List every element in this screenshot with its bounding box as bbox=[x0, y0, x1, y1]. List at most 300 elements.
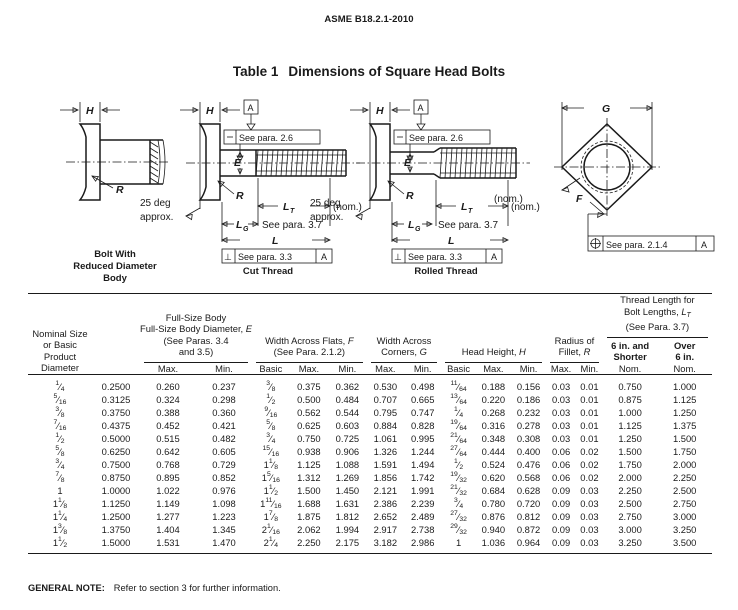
cell-e_min: 1.345 bbox=[212, 523, 236, 535]
cell-f_min: 0.362 bbox=[335, 380, 360, 392]
cell-r_max: 0.06 bbox=[551, 471, 571, 483]
cell-f_min: 0.544 bbox=[335, 406, 360, 418]
cell-r_min: 0.03 bbox=[580, 484, 599, 496]
cell-f_max: 1.688 bbox=[297, 497, 321, 509]
col-nominal-line4: Diameter bbox=[40, 362, 80, 373]
cell-g_max: 0.884 bbox=[373, 419, 398, 431]
cell-e_min: 1.223 bbox=[212, 510, 236, 522]
cell-nominal_frac: $^5$⁄16 bbox=[53, 392, 67, 406]
cell-h_basic: $^1$⁄2 bbox=[454, 457, 464, 471]
label-approx-figure1: approx. bbox=[140, 212, 174, 223]
cell-r_max: 0.09 bbox=[551, 497, 571, 509]
r-callout-figure2 bbox=[218, 181, 244, 202]
cell-h_min: 0.278 bbox=[516, 419, 541, 431]
label-LG-figure3: L bbox=[408, 219, 415, 231]
cell-g_min: 0.747 bbox=[410, 406, 435, 418]
cell-f_min: 2.175 bbox=[335, 536, 360, 548]
label-note-26-figure2: See para. 2.6 bbox=[239, 133, 294, 143]
cell-g_max: 2.652 bbox=[373, 510, 398, 522]
cell-e_max: 0.452 bbox=[156, 419, 180, 431]
cell-nominal_frac: $^5$⁄8 bbox=[55, 444, 65, 458]
cell-r_max: 0.03 bbox=[551, 419, 571, 431]
cell-h_max: 1.036 bbox=[481, 536, 506, 548]
figure-caption-2-line1: Cut Thread bbox=[242, 266, 294, 277]
cell-h_basic: 1 bbox=[455, 536, 462, 548]
cell-f_min: 1.450 bbox=[335, 484, 360, 496]
col-lt-short-label: 6 in. and Shorter bbox=[611, 339, 650, 362]
cell-f_min: 1.631 bbox=[335, 497, 360, 509]
cell-h_max: 0.188 bbox=[481, 380, 506, 392]
cell-e_min: 0.482 bbox=[212, 432, 236, 444]
cell-g_min: 1.991 bbox=[410, 484, 435, 496]
label-G: G bbox=[602, 103, 611, 115]
dimensions-table-wrap bbox=[28, 293, 712, 554]
cell-r_max: 0.03 bbox=[551, 432, 571, 444]
label-H-figure3: H bbox=[376, 105, 384, 117]
cell-h_min: 0.628 bbox=[516, 484, 541, 496]
cell-g_max: 0.707 bbox=[373, 393, 398, 405]
cell-f_max: 0.500 bbox=[297, 393, 321, 405]
cell-lt_short: 0.750 bbox=[618, 380, 642, 392]
cell-lt_short: 1.000 bbox=[618, 406, 642, 418]
label-LT-figure3: L bbox=[461, 201, 468, 213]
cell-h_basic: $^{27}$⁄32 bbox=[450, 509, 467, 523]
table-row bbox=[28, 523, 712, 536]
subcol-r-min: Min. bbox=[580, 362, 599, 374]
general-note-text: Refer to section 3 for further information. bbox=[113, 583, 281, 593]
cell-f_basic: $1^1⁄8$ bbox=[263, 457, 279, 471]
cell-e_min: 0.421 bbox=[212, 419, 236, 431]
cell-e_max: 0.515 bbox=[156, 432, 180, 444]
label-E-figure3: E bbox=[404, 157, 412, 169]
cell-h_max: 0.780 bbox=[481, 497, 506, 509]
col-group-width-across-flats bbox=[252, 294, 367, 363]
cell-g_min: 2.986 bbox=[410, 536, 435, 548]
cell-f_min: 0.603 bbox=[335, 419, 360, 431]
cell-f_min: 1.812 bbox=[335, 510, 360, 522]
cell-g_min: 1.244 bbox=[410, 445, 435, 457]
cell-f_min: 0.906 bbox=[335, 445, 360, 457]
table-header-group-row bbox=[28, 294, 712, 363]
cell-g_max: 0.795 bbox=[373, 406, 398, 418]
cell-h_basic: $^{27}$⁄64 bbox=[450, 444, 467, 458]
table-body bbox=[28, 374, 712, 553]
cell-e_min: 0.298 bbox=[212, 393, 236, 405]
cell-nominal_frac: $^7$⁄16 bbox=[53, 418, 67, 432]
cell-g_max: 2.917 bbox=[373, 523, 398, 535]
table-row bbox=[28, 458, 712, 471]
cell-f_max: 1.875 bbox=[297, 510, 321, 522]
label-LT-sub-figure2: T bbox=[290, 208, 295, 215]
l-dimension-figure3 bbox=[392, 235, 508, 247]
cell-h_basic: $^{11}$⁄64 bbox=[450, 379, 467, 393]
cell-nominal_frac: $^3$⁄8 bbox=[55, 405, 65, 419]
cell-e_max: 1.404 bbox=[156, 523, 180, 535]
label-R-figure1: R bbox=[116, 184, 124, 196]
cell-g_max: 1.061 bbox=[373, 432, 398, 444]
cell-r_min: 0.03 bbox=[580, 536, 599, 548]
label-datum-A-figure2: A bbox=[247, 103, 254, 113]
r-callout-figure3 bbox=[388, 181, 414, 202]
table-row bbox=[28, 484, 712, 497]
cell-f_basic: $^5$⁄8 bbox=[266, 418, 276, 432]
label-approx-figure2: approx. bbox=[310, 212, 344, 223]
cell-lt_over: 1.375 bbox=[672, 419, 697, 431]
cell-r_min: 0.01 bbox=[580, 380, 599, 392]
cell-f_min: 0.725 bbox=[335, 432, 360, 444]
cell-lt_over: 2.750 bbox=[672, 497, 697, 509]
cell-f_min: 1.088 bbox=[335, 458, 360, 470]
cell-f_min: 0.484 bbox=[335, 393, 360, 405]
cell-basic_dia: 0.3750 bbox=[101, 406, 131, 418]
cell-h_max: 0.348 bbox=[481, 432, 506, 444]
cell-h_max: 0.316 bbox=[481, 419, 506, 431]
subcol-lt-over-nom: Nom. bbox=[673, 362, 696, 374]
cell-r_max: 0.09 bbox=[551, 523, 571, 535]
cell-f_basic: $^3$⁄4 bbox=[266, 431, 276, 445]
table-head bbox=[28, 294, 712, 375]
note-33-frame-figure2 bbox=[222, 249, 332, 263]
cell-h_min: 0.964 bbox=[516, 536, 541, 548]
cell-h_min: 0.156 bbox=[516, 380, 541, 392]
cell-h_basic: $^1$⁄4 bbox=[454, 405, 464, 419]
col-r-line2: Fillet, R bbox=[558, 346, 591, 357]
cell-basic_dia: 0.8750 bbox=[101, 471, 131, 483]
cell-g_min: 0.995 bbox=[410, 432, 435, 444]
cell-g_max: 2.121 bbox=[373, 484, 398, 496]
cell-h_basic: $^{21}$⁄64 bbox=[450, 431, 467, 445]
table-row bbox=[28, 510, 712, 523]
cell-r_max: 0.03 bbox=[551, 406, 571, 418]
cell-basic_dia: 1.2500 bbox=[101, 510, 131, 522]
label-25deg-figure1: 25 deg bbox=[140, 198, 171, 209]
cell-h_min: 0.568 bbox=[516, 471, 541, 483]
col-g-line2: Corners, G bbox=[381, 346, 427, 357]
subcol-lt-short-nom: Nom. bbox=[618, 362, 642, 374]
cell-r_max: 0.06 bbox=[551, 445, 571, 457]
cell-r_min: 0.03 bbox=[580, 523, 599, 535]
col-lt-line3: (See Para. 3.7) bbox=[625, 321, 690, 332]
cell-h_max: 0.268 bbox=[481, 406, 506, 418]
subcol-h-min: Min. bbox=[519, 362, 538, 374]
col-f-line1: Width Across Flats, F bbox=[265, 334, 354, 346]
cell-lt_over: 1.125 bbox=[672, 393, 697, 405]
cell-e_min: 1.470 bbox=[212, 536, 236, 548]
label-F: F bbox=[576, 193, 583, 205]
cell-g_min: 0.498 bbox=[410, 380, 435, 392]
cell-lt_over: 3.500 bbox=[672, 536, 697, 548]
cell-r_min: 0.01 bbox=[580, 419, 599, 431]
label-nominal-figure4: (nom.) bbox=[494, 194, 523, 205]
col-e-line4: and 3.5) bbox=[178, 346, 214, 357]
cell-h_min: 0.232 bbox=[516, 406, 541, 418]
figure-caption-3 bbox=[376, 266, 516, 278]
subcol-h-max: Max. bbox=[483, 362, 504, 374]
table-row bbox=[28, 471, 712, 484]
cell-e_min: 0.237 bbox=[212, 380, 236, 392]
cell-e_min: 0.852 bbox=[212, 471, 236, 483]
cell-h_max: 0.444 bbox=[481, 445, 506, 457]
cell-h_max: 0.684 bbox=[481, 484, 506, 496]
label-datum-A2-figure2: A bbox=[321, 252, 328, 262]
cell-h_max: 0.876 bbox=[481, 510, 506, 522]
col-g-line1: Width Across bbox=[376, 334, 432, 346]
figure-caption-1-line3: Body bbox=[103, 273, 127, 284]
cell-h_basic: $^{13}$⁄64 bbox=[450, 392, 467, 406]
cell-lt_over: 2.500 bbox=[672, 484, 697, 496]
subcol-e-min: Min. bbox=[215, 362, 233, 374]
cell-lt_over: 3.000 bbox=[672, 510, 697, 522]
table-caption bbox=[0, 64, 738, 79]
label-E-figure2: E bbox=[234, 157, 242, 169]
label-perp-symbol-figure2: ⊥ bbox=[224, 252, 232, 262]
cell-h_min: 0.186 bbox=[516, 393, 541, 405]
cell-f_min: 1.269 bbox=[335, 471, 360, 483]
cell-lt_short: 2.250 bbox=[618, 484, 642, 496]
table-subheader-row bbox=[28, 363, 712, 375]
cell-nominal_frac: $1^1⁄4$ bbox=[52, 509, 68, 523]
cell-g_min: 2.738 bbox=[410, 523, 435, 535]
cell-f_max: 0.750 bbox=[297, 432, 321, 444]
cell-nominal_frac: $^3$⁄4 bbox=[55, 457, 65, 471]
label-25deg-figure2: 25 deg bbox=[310, 198, 341, 209]
cell-e_min: 1.098 bbox=[212, 497, 236, 509]
cell-r_min: 0.02 bbox=[580, 471, 599, 483]
cell-lt_over: 2.000 bbox=[672, 458, 697, 470]
label-note-214: See para. 2.1.4 bbox=[606, 240, 668, 250]
cell-basic_dia: 1.1250 bbox=[101, 497, 131, 509]
cell-h_min: 0.476 bbox=[516, 458, 541, 470]
cell-basic_dia: 0.3125 bbox=[101, 393, 131, 405]
figure-rolled-thread bbox=[348, 94, 540, 277]
cell-g_max: 0.530 bbox=[373, 380, 398, 392]
table-caption-title: Dimensions of Square Head Bolts bbox=[288, 64, 506, 79]
col-group-full-size-body-diameter bbox=[140, 294, 252, 363]
cell-nominal_frac: $1^1⁄2$ bbox=[52, 535, 68, 549]
figure-group bbox=[0, 94, 738, 284]
general-note-lead: GENERAL NOTE: bbox=[28, 583, 105, 593]
cell-e_min: 0.605 bbox=[212, 445, 236, 457]
cell-lt_over: 1.000 bbox=[672, 380, 697, 392]
cell-g_max: 1.591 bbox=[373, 458, 398, 470]
cell-g_min: 2.239 bbox=[410, 497, 435, 509]
cell-f_max: 1.312 bbox=[297, 471, 321, 483]
cell-lt_short: 1.750 bbox=[618, 458, 642, 470]
cell-r_max: 0.09 bbox=[551, 536, 571, 548]
cell-f_basic: $1^{11}⁄16$ bbox=[260, 496, 282, 510]
col-group-nominal-size bbox=[28, 294, 92, 375]
col-group-thread-length bbox=[603, 294, 712, 363]
cell-basic_dia: 1.3750 bbox=[101, 523, 131, 535]
cell-e_max: 0.642 bbox=[156, 445, 180, 457]
cell-h_max: 0.524 bbox=[481, 458, 506, 470]
cell-f_max: 2.250 bbox=[297, 536, 321, 548]
subcol-r-max: Max. bbox=[550, 362, 572, 374]
figure-square-head-end-view bbox=[494, 94, 730, 264]
cell-lt_short: 1.125 bbox=[618, 419, 642, 431]
cell-r_min: 0.01 bbox=[580, 406, 599, 418]
cell-e_min: 0.729 bbox=[212, 458, 236, 470]
table-row bbox=[28, 406, 712, 419]
cell-nominal_frac: $^1$⁄2 bbox=[55, 431, 65, 445]
cell-basic_dia: 0.6250 bbox=[101, 445, 131, 457]
cell-r_min: 0.01 bbox=[580, 393, 599, 405]
note-214-frame bbox=[588, 236, 714, 251]
note-33-frame-figure3 bbox=[392, 249, 502, 263]
cell-basic_dia: 1.5000 bbox=[101, 536, 131, 548]
cell-lt_short: 1.250 bbox=[618, 432, 642, 444]
table-row bbox=[28, 445, 712, 458]
cell-r_min: 0.03 bbox=[580, 497, 599, 509]
cell-f_basic: $^{15}$⁄16 bbox=[262, 444, 280, 458]
label-nominal-figure3: (nom.) bbox=[511, 202, 540, 213]
subcol-f-basic: Basic bbox=[259, 362, 283, 374]
cell-h_basic: $^3$⁄4 bbox=[454, 496, 464, 510]
col-lt-line1: Thread Length for bbox=[620, 294, 695, 305]
cell-lt_short: 2.750 bbox=[618, 510, 642, 522]
col-nominal-line3: Product bbox=[43, 350, 77, 362]
cell-g_max: 1.326 bbox=[373, 445, 398, 457]
label-LT-figure2: L bbox=[283, 201, 290, 213]
table-caption-number: Table 1 bbox=[232, 64, 279, 79]
col-h-line1: Head Height, H bbox=[461, 346, 526, 357]
label-H-figure2: H bbox=[206, 105, 214, 117]
cell-f_max: 2.062 bbox=[297, 523, 321, 535]
cell-f_basic: $^1$⁄2 bbox=[266, 392, 276, 406]
cell-h_basic: $^{29}$⁄32 bbox=[450, 522, 467, 536]
cell-e_max: 0.324 bbox=[156, 393, 180, 405]
general-note bbox=[28, 583, 281, 593]
label-note-26-figure3: See para. 2.6 bbox=[409, 133, 464, 143]
cell-r_max: 0.09 bbox=[551, 484, 571, 496]
cell-nominal_frac: $1^3⁄8$ bbox=[52, 522, 68, 536]
cell-basic_dia: 0.2500 bbox=[101, 380, 131, 392]
cell-e_min: 0.976 bbox=[212, 484, 236, 496]
cell-r_max: 0.06 bbox=[551, 458, 571, 470]
label-note-33-figure2: See para. 3.3 bbox=[238, 252, 293, 262]
cell-f_min: 1.994 bbox=[335, 523, 360, 535]
table-row bbox=[28, 432, 712, 445]
label-note-37-figure2: See para. 3.7 bbox=[262, 220, 323, 231]
label-R-figure3: R bbox=[406, 190, 414, 202]
cell-basic_dia: 0.7500 bbox=[101, 458, 131, 470]
cell-basic_dia: 0.5000 bbox=[101, 432, 131, 444]
cell-e_max: 1.149 bbox=[156, 497, 180, 509]
cell-g_max: 3.182 bbox=[373, 536, 398, 548]
cell-f_basic: $^3$⁄8 bbox=[266, 379, 276, 393]
cell-e_max: 1.531 bbox=[156, 536, 180, 548]
cell-r_min: 0.01 bbox=[580, 432, 599, 444]
label-L-figure3: L bbox=[448, 235, 455, 247]
col-group-spacer-basic-dia bbox=[92, 294, 140, 363]
cell-h_max: 0.940 bbox=[481, 523, 506, 535]
cell-e_max: 0.388 bbox=[156, 406, 180, 418]
cell-e_max: 0.895 bbox=[156, 471, 180, 483]
cell-h_min: 0.872 bbox=[516, 523, 541, 535]
cell-lt_short: 3.250 bbox=[618, 536, 642, 548]
datum-a-figure3 bbox=[414, 100, 428, 130]
cell-f_max: 0.375 bbox=[297, 380, 321, 392]
cell-f_basic: $^9$⁄16 bbox=[264, 405, 278, 419]
cell-lt_over: 3.250 bbox=[672, 523, 697, 535]
cell-f_max: 1.500 bbox=[297, 484, 321, 496]
table-row bbox=[28, 497, 712, 510]
label-datum-A-figure3: A bbox=[417, 103, 424, 113]
label-LG-sub-figure2: G bbox=[243, 226, 249, 233]
figure-caption-3-line1: Rolled Thread bbox=[414, 266, 478, 277]
subcol-h-basic: Basic bbox=[447, 362, 471, 374]
label-R-figure2: R bbox=[236, 190, 244, 202]
label-LG-figure2: L bbox=[236, 219, 243, 231]
cell-r_min: 0.02 bbox=[580, 458, 599, 470]
cell-g_max: 2.386 bbox=[373, 497, 398, 509]
col-r-line1: Radius of bbox=[554, 334, 595, 346]
table-row bbox=[28, 419, 712, 432]
cell-h_min: 0.400 bbox=[516, 445, 541, 457]
cell-h_basic: $^{21}$⁄32 bbox=[450, 483, 467, 497]
lg-dimension-figure2 bbox=[222, 202, 258, 242]
cell-h_min: 0.812 bbox=[516, 510, 541, 522]
subcol-f-max: Max. bbox=[298, 362, 320, 374]
cell-e_max: 0.260 bbox=[156, 380, 180, 392]
cell-f_basic: $2^1⁄4$ bbox=[263, 535, 279, 549]
cell-r_min: 0.03 bbox=[580, 510, 599, 522]
table-row bbox=[28, 374, 712, 393]
cell-lt_over: 1.500 bbox=[672, 432, 697, 444]
table-row bbox=[28, 393, 712, 406]
cell-h_min: 0.720 bbox=[516, 497, 541, 509]
cell-g_min: 0.828 bbox=[410, 419, 435, 431]
h-dimension-figure1 bbox=[60, 102, 120, 122]
cell-e_max: 1.277 bbox=[156, 510, 180, 522]
datum-a-figure2 bbox=[244, 100, 258, 130]
cell-g_min: 1.742 bbox=[410, 471, 435, 483]
cell-basic_dia: 0.4375 bbox=[101, 419, 131, 431]
cell-g_max: 1.856 bbox=[373, 471, 398, 483]
figure-caption-1-line1: Bolt With bbox=[94, 249, 136, 260]
label-LG-sub-figure3: G bbox=[415, 226, 421, 233]
figure-caption-1 bbox=[45, 249, 185, 285]
figure-caption-1-line2: Reduced Diameter bbox=[73, 261, 157, 272]
col-e-line1: Full-Size Body bbox=[165, 311, 227, 323]
col-lt-rule bbox=[607, 335, 708, 338]
cell-basic_dia: 1.0000 bbox=[101, 484, 131, 496]
cell-lt_short: 0.875 bbox=[618, 393, 642, 405]
cell-h_min: 0.308 bbox=[516, 432, 541, 444]
cell-g_min: 0.665 bbox=[410, 393, 435, 405]
subcol-basic-dia-blank bbox=[92, 363, 140, 375]
cell-nominal_frac: $^1$⁄4 bbox=[55, 379, 65, 393]
running-head: ASME B18.2.1-2010 bbox=[324, 14, 414, 25]
col-e-line3: (See Paras. 3.4 bbox=[163, 334, 229, 346]
cell-f_basic: $1^1⁄2$ bbox=[263, 483, 279, 497]
cell-g_min: 1.494 bbox=[410, 458, 435, 470]
cell-h_max: 0.620 bbox=[481, 471, 506, 483]
cell-lt_over: 1.250 bbox=[672, 406, 697, 418]
col-f-line2: (See Para. 2.1.2) bbox=[273, 346, 346, 357]
label-datum-A-figure4: A bbox=[701, 240, 708, 250]
cell-e_min: 0.360 bbox=[212, 406, 236, 418]
cell-h_basic: $^{19}$⁄64 bbox=[450, 418, 467, 432]
col-group-width-across-corners bbox=[367, 294, 442, 363]
cell-nominal_frac: $1^1⁄8$ bbox=[52, 496, 68, 510]
dimensions-table bbox=[28, 293, 712, 554]
col-nominal-line1: Nominal Size bbox=[32, 327, 88, 339]
cell-lt_over: 1.750 bbox=[672, 445, 697, 457]
label-nominal-figure2: (nom.) bbox=[333, 202, 362, 213]
cell-lt_over: 2.250 bbox=[672, 471, 697, 483]
label-perp-symbol-figure3: ⊥ bbox=[394, 252, 402, 262]
